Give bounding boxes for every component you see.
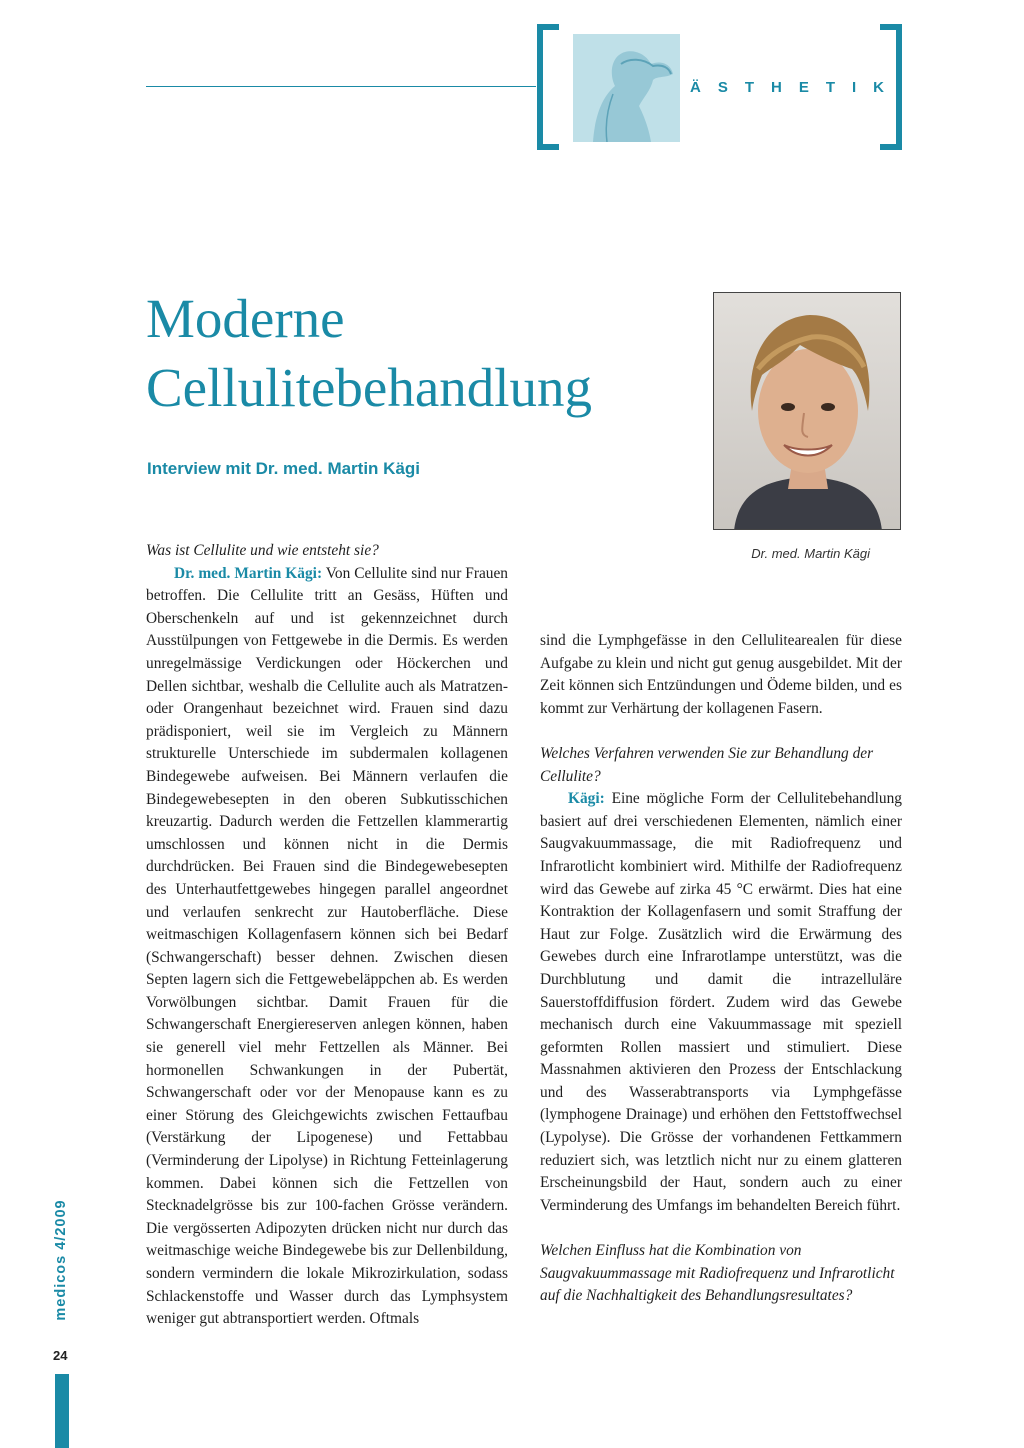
article-subtitle: Interview mit Dr. med. Martin Kägi [147,459,421,478]
right-column [540,630,902,1308]
answer-2 [540,788,902,1217]
answer-1-continued: sind die Lymphgefässe in den Cellulitearealen für diese Aufgabe zu klein und nicht gut genug ausgebildet. Mit der Zeit können sich Entzündungen und Ödeme bilden, und es kommt zur Verhärtung der kollagenen Fasern. [540,632,902,717]
title-line-1: Moderne [146,288,345,349]
left-column [146,540,508,1331]
answer-1 [146,563,508,1331]
question-2: Welches Verfahren verwenden Sie zur Behandlung der Cellulite? [540,744,874,785]
sidebar-accent-bar [55,1374,69,1448]
magazine-issue: medicos 4/2009 [53,1199,69,1321]
figure-illustration-icon [573,34,680,142]
header-rule [146,86,536,87]
question-3: Welchen Einfluss hat die Kombination von Saugvakuummassage mit Radiofrequenz und Infrarotlicht auf die Nachhaltigkeit des Behandlungsresultates? [540,1242,895,1305]
question-1: Was ist Cellulite und wie entsteht sie? [146,542,379,559]
answer-1-text: Von Cellulite sind nur Frauen betroffen. Die Cellulite tritt an Gesäss, Hüften und Oberschenkeln auf und ist gekennzeichnet durch Ausstülpungen von Fettgewebe in die Dermis. Es werden unregelmässige Verdickungen oder Höckerchen und Dellen sichtbar, weshalb die Cellulite auch als Matratzen- oder Orangenhaut bezeichnet wird. Frauen sind dazu prädisponiert, weil sie im Vergleich zu Männern strukturelle Unterschiede im subdermalen kollagenen Bindegewebe aufweisen. Bei Männern verlaufen die Bindegewebesepten in den oberen Subkutisschichen kreuzartig. Dadurch werden die Fettzellen klammerartig umschlossen und können nicht in die Dermis durchdrücken. Bei Frauen sind die Bindegewebesepten des Unterhautfettgewebes hingegen parallel angeordnet und verlaufen senkrecht zur Hautoberfläche. Diese weitmaschigen Kollagenfasern können sich bei Bedarf (Schwangerschaft) besser dehnen. Zwischen diesen Septen lagern sich die Fettgewebeläppchen ab. Es werden Vorwölbungen sichtbar. Damit Frauen für die Schwangerschaft Energiereserven anlegen können, haben sie generell viel mehr Fettzellen als Männer. Bei hormonellen Schwankungen in der Pubertät, Schwangerschaft oder vor der Menopause kann es zu einer Störung des Gleichgewichts zwischen Fettaufbau (Verstärkung der Lipogenese) und Fettabbau (Verminderung der Lipolyse) in Richtung Fetteinlagerung kommen. Dabei können sich die Fettzellen von Stecknadelgrösse bis zur 100-fachen Grösse verändern. Die vergösserten Adipozyten drücken nicht nur durch das weitmaschige weiche Bindegewebe bis zur Dellenbildung, sondern vermindern die lokale Mikrozirkulation, sodass Schlackenstoffe und Wasser durch das Lymphsystem weniger gut abtransportiert werden. Oftmals [146,564,509,1328]
magazine-label [38,1190,84,1330]
left-bracket [537,24,559,150]
page-number: 24 [53,1348,68,1363]
photo-caption: Dr. med. Martin Kägi [751,546,870,561]
title-line-2: Cellulitebehandlung [146,357,593,418]
answer-1-speaker: Dr. med. Martin Kägi: [174,564,323,582]
article-title [146,284,592,422]
answer-2-text: Eine mögliche Form der Cellulitebehandlung basiert auf drei verschiedenen Elementen, nämlich einer Saugvakuummassage, die mit Radiofrequenz und Infrarotlicht kombiniert wird. Mithilfe der Radiofrequenz wird das Gewebe auf zirka 45 °C erwärmt. Dies hat eine Kontraktion der Kollagenfasern und somit Straffung der Haut zur Folge. Zusätzlich wird die Erwärmung des Gewebes durch eine Infrarotlampe unterstützt, was die Durchblutung und damit die intrazelluläre Sauerstoffdiffusion fördert. Zudem wird das Gewebe mechanisch durch eine Vakuummassage mit speziell geformten Rollen massiert und stimuliert. Diese Massnahmen aktivieren den Prozess der Entschlackung und des Wasserabtransports via Lymphgefässe (lymphogene Drainage) und erhöhen den Fettstoffwechsel (Lypolyse). Die Grösse der vorhandenen Fettkammern reduziert sich, was letztlich nicht nur zu einem glatteren Erscheinungsbild der Haut, sondern auch zu einer Verminderung des Umfangs im behandelten Bereich führt. [540,790,902,1214]
section-label: ÄSTHETIK [690,79,901,96]
portrait-photo [713,292,901,530]
answer-2-speaker: Kägi: [568,790,605,808]
